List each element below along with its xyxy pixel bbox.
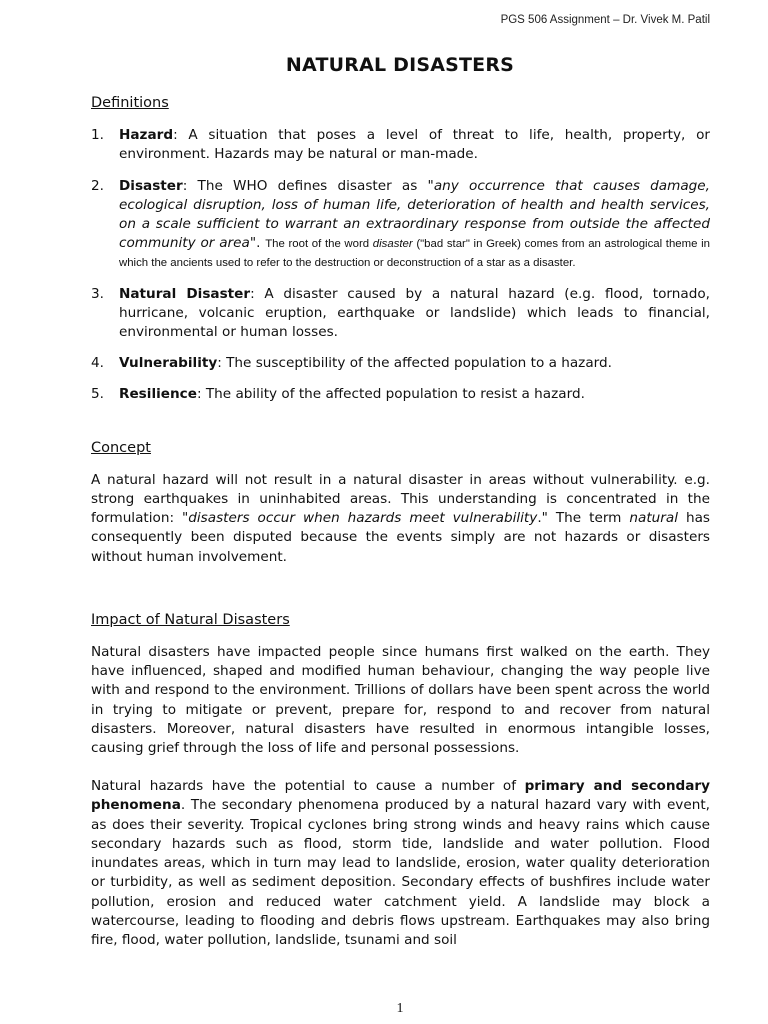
impact-paragraph-1: Natural disasters have impacted people since humans first walked on the earth. They have influenced, shaped and modified human behaviour, changing the way people live with and respond to the environment. Trillions of dollars have been spent across the world in trying to mitigate or prevent, prepare for, respond to and recover from natural disasters. Moreover, natural disasters have resulted in enormous intangible losses, causing grief through the loss of life and personal possessions.	[91, 644, 710, 757]
impact-heading: Impact of Natural Disasters	[91, 611, 290, 628]
concept-heading: Concept	[91, 439, 151, 456]
definition-number: 5.	[91, 386, 104, 403]
definitions-list	[91, 126, 710, 404]
definition-term: Vulnerability	[119, 355, 218, 372]
who-definition-quote: any occurrence that causes damage, ecological disruption, loss of human life, deterioration of health and health services, on a scale sufficient to warrant an extraordinary response from outside the affected community or area	[119, 177, 710, 252]
definition-term: Hazard	[119, 127, 174, 144]
concept-quote: disasters occur when hazards meet vulnerability	[188, 510, 538, 527]
document-title: NATURAL DISASTERS	[285, 54, 515, 76]
page-number: 1	[396, 1001, 404, 1016]
concept-text: ." The term	[537, 510, 630, 527]
etymology-word: disaster	[372, 238, 413, 251]
definition-item-vulnerability	[91, 354, 710, 373]
definition-item-resilience	[91, 385, 710, 404]
impact-bold-phrase: primary and secondary phenomena	[91, 778, 710, 814]
impact-text: . The secondary phenomena produced by a natural hazard vary with event, as does their severity. Tropical cyclones bring strong winds and heavy rains which cause secondary hazards such as flood, storm tide, landslide and water pollution. Flood inundates areas, which in turn may lead to landslide, erosion, water quality deterioration or turbidity, as well as sediment deposition. Secondary effects of bushfires include water pollution, erosion and reduced water catchment yield. A landslide may block a watercourse, leading to flooding and debris flows upstream. Earthquakes may also bring fire, flood, water pollution, landslide, tsunami and soil	[91, 797, 710, 948]
definition-text: : The susceptibility of the affected population to a hazard.	[217, 355, 612, 372]
concept-term: natural	[629, 510, 678, 527]
concept-paragraph	[91, 471, 710, 567]
definition-text: : The ability of the affected population to resist a hazard.	[196, 386, 585, 403]
etymology-text: The root of the word	[265, 238, 373, 251]
concept-text: has consequently been disputed because the events simply are not hazards or disasters without human involvement.	[91, 510, 710, 565]
definition-term: Disaster	[119, 177, 183, 194]
etymology-text: ("bad star" in Greek) comes from an astrological theme in which the ancients used to refer to the destruction or deconstruction of a star as a disaster.	[119, 238, 710, 270]
definition-term: Natural Disaster	[119, 285, 251, 302]
impact-paragraph-2	[91, 777, 710, 950]
definition-number: 2.	[91, 177, 104, 194]
definition-text: : A situation that poses a level of threat to life, health, property, or environment. Hazards may be natural or man-made.	[119, 127, 710, 163]
running-header: PGS 506 Assignment – Dr. Vivek M. Patil	[500, 14, 710, 26]
document-body	[91, 94, 710, 950]
definition-text: : The WHO defines disaster as "	[182, 177, 434, 194]
definition-item-disaster	[91, 177, 710, 273]
definition-number: 4.	[91, 355, 104, 372]
definition-number: 1.	[91, 127, 104, 144]
concept-text: A natural hazard will not result in a natural disaster in areas without vulnerability. e.g. strong earthquakes in uninhabited areas. This understanding is concentrated in the formulation: "	[91, 471, 710, 527]
definition-item-hazard	[91, 126, 710, 164]
definition-text: : A disaster caused by a natural hazard (e.g. flood, tornado, hurricane, volcanic eruption, earthquake or landslide) which leads to financial, environmental or human losses.	[119, 285, 710, 341]
definition-text-end: ".	[249, 235, 266, 252]
definition-term: Resilience	[119, 386, 197, 403]
definition-number: 3.	[91, 285, 104, 302]
definition-item-natural-disaster	[91, 285, 710, 343]
impact-text: Natural hazards have the potential to cause a number of	[91, 778, 525, 795]
definitions-heading: Definitions	[91, 95, 169, 111]
